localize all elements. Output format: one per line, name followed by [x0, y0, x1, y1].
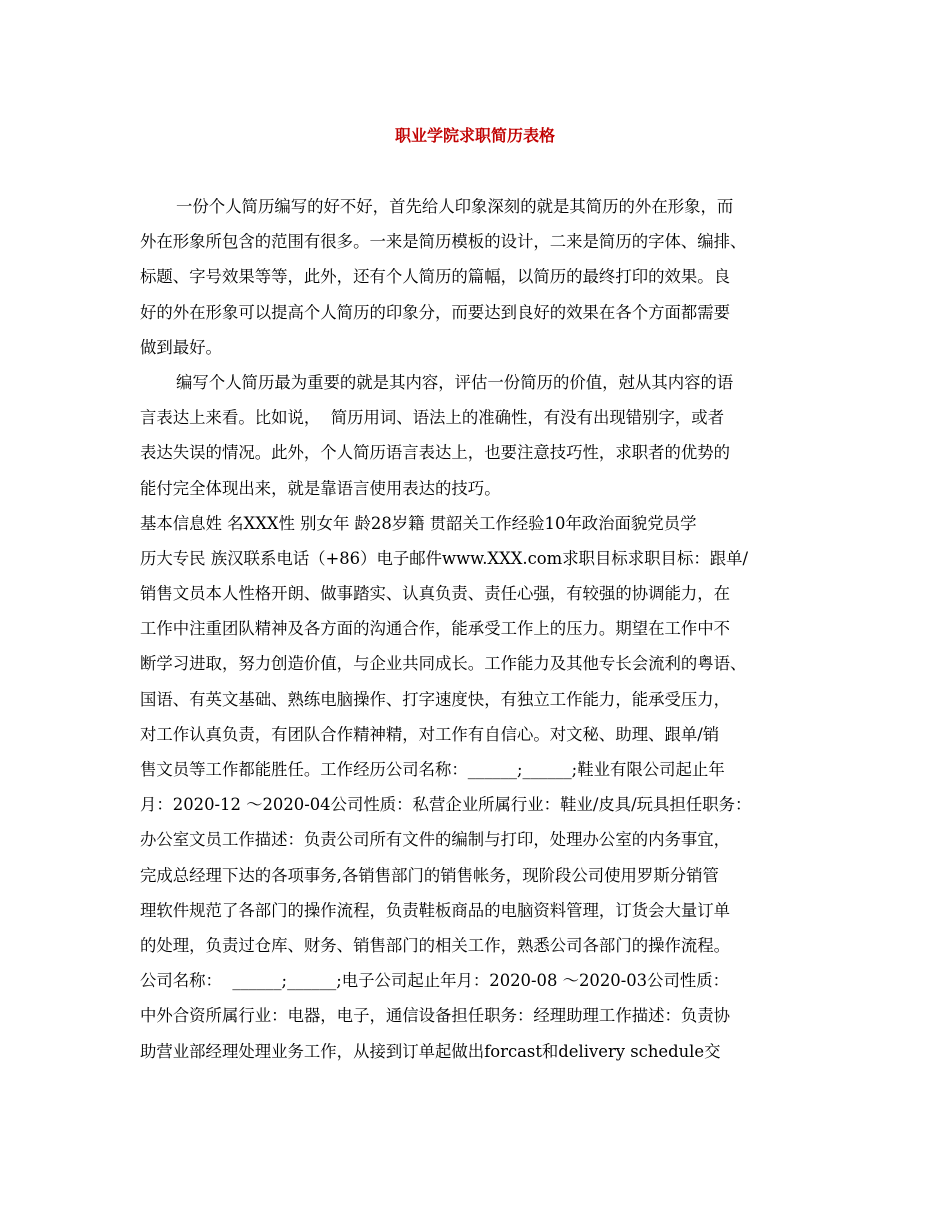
body-line: 助营业部经理处理业务工作，从接到订单起做出forcast和delivery schedule交 — [140, 1041, 721, 1061]
body-line: 言表达上来看。比如说， 简历用词、语法上的准确性，有没有出现错别字，或者 — [140, 408, 725, 428]
body-line: 历大专民 族汉联系电话（+86）电子邮件www.XXX.com求职目标求职目标：跟单/ — [140, 548, 749, 568]
body-line: 编写个人简历最为重要的就是其内容，评估一份简历的价值，尅从其内容的语 — [176, 372, 734, 392]
body-line: 销售文员本人性格开朗、做事踏实、认真负责、责任心强，有较强的协调能力，在 — [140, 584, 731, 604]
body-line: 能付完全体现出来，就是靠语言使用表达的技巧。 — [140, 478, 501, 498]
body-line: 表达失误的情况。此外，个人简历语言表达上，也要注意技巧性，求职者的优势的 — [140, 443, 731, 463]
body-line: 理软件规范了各部门的操作流程，负责鞋板商品的电脑资料管理，订货会大量订单 — [140, 900, 731, 920]
body-line: 办公室文员工作描述：负责公司所有文件的编制与打印，处理办公室的内务事宜， — [140, 830, 731, 850]
body-line: 月：2020-12 ～2020-04公司性质：私营企业所属行业：鞋业/皮具/玩具担任职务： — [140, 795, 752, 815]
body-line: 外在形象所包含的范围有很多。一来是简历模板的设计，二来是简历的字体、编排、 — [140, 232, 747, 252]
body-line: 中外合资所属行业：电器，电子，通信设备担任职务：经理助理工作描述：负责协 — [140, 1006, 731, 1026]
body-line: 断学习进取，努力创造价值，与企业共同成长。工作能力及其他专长会流利的粤语、 — [140, 654, 747, 674]
body-line: 公司名称： ______;______;电子公司起止年月：2020-08 ～2020-03公司性质： — [140, 971, 730, 991]
body-line: 一份个人简历编写的好不好，首先给人印象深刻的就是其简历的外在形象，而 — [176, 197, 734, 216]
body-line: 的处理，负责过仓库、财务、销售部门的相关工作，熟悉公司各部门的操作流程。 — [140, 935, 731, 955]
body-line: 国语、有英文基础、熟练电脑操作、打字速度快，有独立工作能力，能承受压力， — [140, 689, 731, 709]
body-line: 完成总经理下达的各项事务,各销售部门的销售帐务，现阶段公司使用罗斯分销管 — [140, 865, 719, 885]
body-line: 标题、字号效果等等，此外，还有个人简历的篇幅，以简历的最终打印的效果。良 — [140, 267, 731, 287]
body-line: 基本信息姓 名XXX性 别女年 龄28岁籍 贯韶关工作经验10年政治面貌党员学 — [140, 513, 697, 533]
document-body — [140, 189, 820, 1069]
document-title: 职业学院求职简历表格 — [394, 126, 555, 145]
body-line: 做到最好。 — [140, 337, 222, 357]
body-line: 好的外在形象可以提高个人简历的印象分，而要达到良好的效果在各个方面都需要 — [140, 302, 731, 322]
body-line: 对工作认真负责，有团队合作精神精，对工作有自信心。对文秘、助理、跟单/销 — [140, 724, 720, 744]
body-line: 售文员等工作都能胜任。工作经历公司名称：______;______;鞋业有限公司起止年 — [140, 760, 725, 779]
body-line: 工作中注重团队精神及各方面的沟通合作，能承受工作上的压力。期望在工作中不 — [140, 619, 731, 639]
